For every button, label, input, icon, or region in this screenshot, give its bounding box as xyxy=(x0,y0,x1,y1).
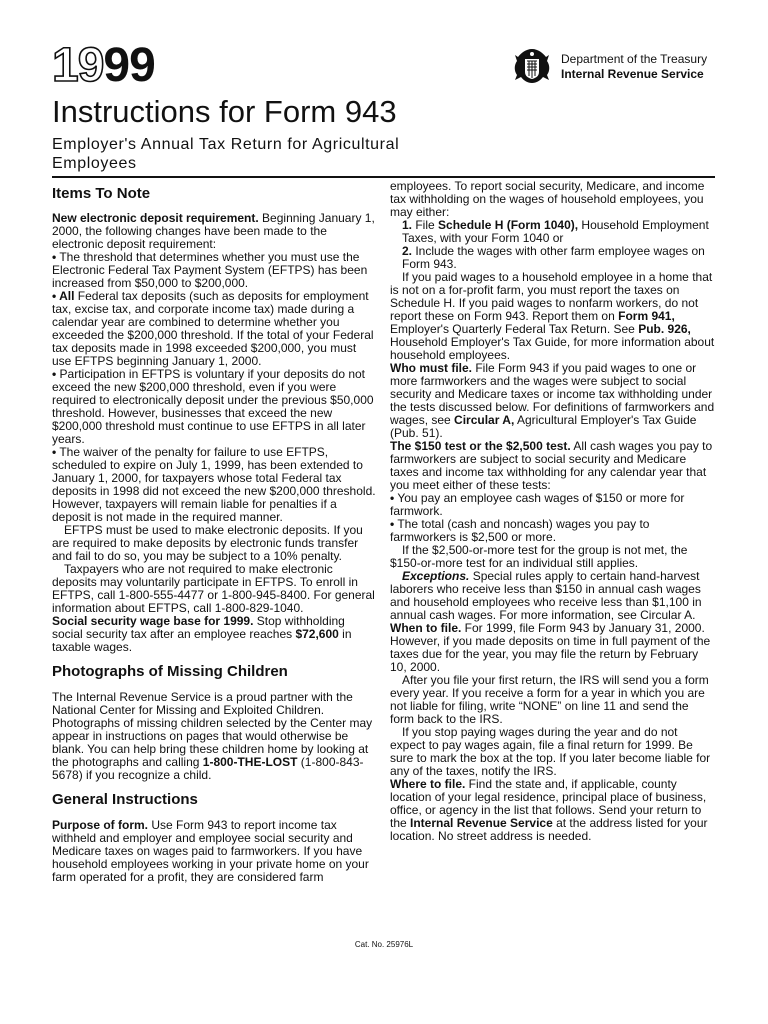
bullet-icon: • xyxy=(52,445,57,459)
year-solid: 99 xyxy=(103,39,155,92)
page-subtitle: Employer's Annual Tax Return for Agricultural Employees xyxy=(52,136,400,172)
paragraph-electronic-deposit: New electronic deposit requirement. Beginning January 1, 2000, the following changes have been made to the electronic deposit requirement: xyxy=(52,211,375,251)
paragraph-missing-children: The Internal Revenue Service is a proud partner with the National Center for Missing and Exploited Children. Photographs of missing children selected by the Center may appear in instructions on pages that would otherwise be blank. You can help bring these children home by looking at the photographs and calling 1-800-THE-LOST (1-800-843-5678) if you recognize a child. xyxy=(52,690,373,782)
list-item-schedule-h: 1. File Schedule H (Form 1040), Household Employment Taxes, with your Form 1040 or xyxy=(402,218,709,245)
section-heading-general-instructions: General Instructions xyxy=(52,791,198,808)
agency-name: Internal Revenue Service xyxy=(561,67,704,81)
bullet-participation: • Participation in EFTPS is voluntary if your deposits do not exceed the new $200,000 threshold, even if you were required to electronically deposit under the previous $50,000 threshold. However, businesses that exceed the new $200,000 threshold must continue to use EFTPS in all later years. xyxy=(52,367,374,446)
paragraph-household-continued: employees. To report social security, Medicare, and income tax withholding on the wages of household employees, you may either: xyxy=(390,179,705,219)
right-column xyxy=(390,180,715,843)
section-heading-items-to-note: Items To Note xyxy=(52,185,151,202)
bullet-waiver: • The waiver of the penalty for failure to use EFTPS, scheduled to expire on July 1, 1999, has been extended to January 1, 2000, for taxpayers whose total Federal tax deposits in 1998 did not exceed the new $200,000 threshold. However, taxpayers will remain liable for penalties if a deposit is not made in the required manner. xyxy=(52,445,376,524)
bullet-icon: • xyxy=(52,289,60,303)
page-title: Instructions for Form 943 xyxy=(52,94,397,129)
irs-eagle-logo-icon xyxy=(512,46,552,86)
section-heading-missing-children: Photographs of Missing Children xyxy=(52,663,288,680)
paragraph-stop-paying: If you stop paying wages during the year and do not expect to pay wages again, file a final return for 1999. Be sure to mark the box at the top. If you later become liable for any of the taxes, notify the IRS. xyxy=(390,725,711,778)
bullet-icon: • xyxy=(52,250,57,264)
bullet-2500-test: • The total (cash and noncash) wages you pay to farmworkers is $2,500 or more. xyxy=(390,517,650,544)
bullet-150-test: • You pay an employee cash wages of $150 or more for farmwork. xyxy=(390,491,685,518)
paragraph-exceptions: Exceptions. Special rules apply to certain hand-harvest laborers who receive less than $150 in annual cash wages and household employees who receive less than $1,100 in annual cash wages. For more information, see Circular A. xyxy=(390,569,702,622)
paragraph-where-to-file: Where to file. Find the state and, if applicable, county location of your legal residence, principal place of business, office, or agency in the list that follows. Send your return to the Internal Revenue Service at the address listed for your location. No street address is needed. xyxy=(390,777,708,843)
bullet-all-deposits: • All Federal tax deposits (such as deposits for employment tax, excise tax, and corporate income tax) made during a calendar year are combined to determine whether you exceeded the $200,000 threshold. If the total of your Federal tax deposits made in 1998 exceeded $200,000, you must use EFTPS beginning January 1, 2000. xyxy=(52,289,374,368)
paragraph-wage-tests: The $150 test or the $2,500 test. All cash wages you pay to farmworkers are subject to social security and Medicare taxes and income tax withholding for any calendar year that you meet either of these tests: xyxy=(390,439,713,492)
treasury-block xyxy=(512,46,742,86)
year-heading xyxy=(52,38,155,94)
bullet-icon: • xyxy=(390,491,395,505)
paragraph-who-must-file: Who must file. File Form 943 if you paid wages to one or more farmworkers and the wages were subject to social security and Medicare taxes or income tax withholding under the tests discussed below. For definitions of farmworkers and wages, see Circular A, Agricultural Employer's Tax Guide (Pub. 51). xyxy=(390,361,715,440)
year-outline: 19 xyxy=(52,39,104,92)
list-item-include-wages: 2. Include the wages with other farm employee wages on Form 943. xyxy=(402,244,705,271)
paragraph-wage-base: Social security wage base for 1999. Stop withholding social security tax after an employee reaches $72,600 in taxable wages. xyxy=(52,614,352,654)
paragraph-household-employee: If you paid wages to a household employee in a home that is not on a for-profit farm, you must report the taxes on Schedule H. If you paid wages to nonfarm workers, do not report these on Form 943. Report them on Form 941, Employer's Quarterly Federal Tax Return. See Pub. 926, Household Employer's Tax Guide, for more information about household employees. xyxy=(390,270,715,362)
bullet-threshold: • The threshold that determines whether you must use the Electronic Federal Tax Payment System (EFTPS) has been increased from $50,000 to $200,000. xyxy=(52,250,368,290)
paragraph-eftps-required: EFTPS must be used to make electronic deposits. If you are required to make deposits by electronic funds transfer and fail to do so, you may be subject to a 10% penalty. xyxy=(52,523,363,563)
header-divider xyxy=(52,176,715,178)
paragraph-purpose: Purpose of form. Use Form 943 to report income tax withheld and employer and employee social security and Medicare taxes on wages paid to farmworkers. If you have household employees working in your private home on your farm operated for a profit, they are considered farm xyxy=(52,818,369,884)
paragraph-when-to-file: When to file. For 1999, file Form 943 by January 31, 2000. However, if you made deposits on time in full payment of the taxes due for the year, you may file the return by February 10, 2000. xyxy=(390,621,711,674)
paragraph-after-first-return: After you file your first return, the IRS will send you a form every year. If you receive a form for a year in which you are not liable for filing, write “NONE” on line 11 and send the form back to the IRS. xyxy=(390,673,709,726)
paragraph-group-test: If the $2,500-or-more test for the group is not met, the $150-or-more test for an individual still applies. xyxy=(390,543,688,570)
department-name: Department of the Treasury xyxy=(561,52,708,66)
bullet-icon: • xyxy=(390,517,395,531)
paragraph-eftps-voluntary: Taxpayers who are not required to make electronic deposits may voluntarily participate in EFTPS. To enroll in EFTPS, call 1-800-555-4477 or 1-800-945-8400. For general information about EFTPS, call 1-800-829-1040. xyxy=(52,562,375,615)
left-column xyxy=(52,180,377,884)
bullet-icon: • xyxy=(52,367,57,381)
catalog-number: Cat. No. 25976L xyxy=(354,940,414,949)
